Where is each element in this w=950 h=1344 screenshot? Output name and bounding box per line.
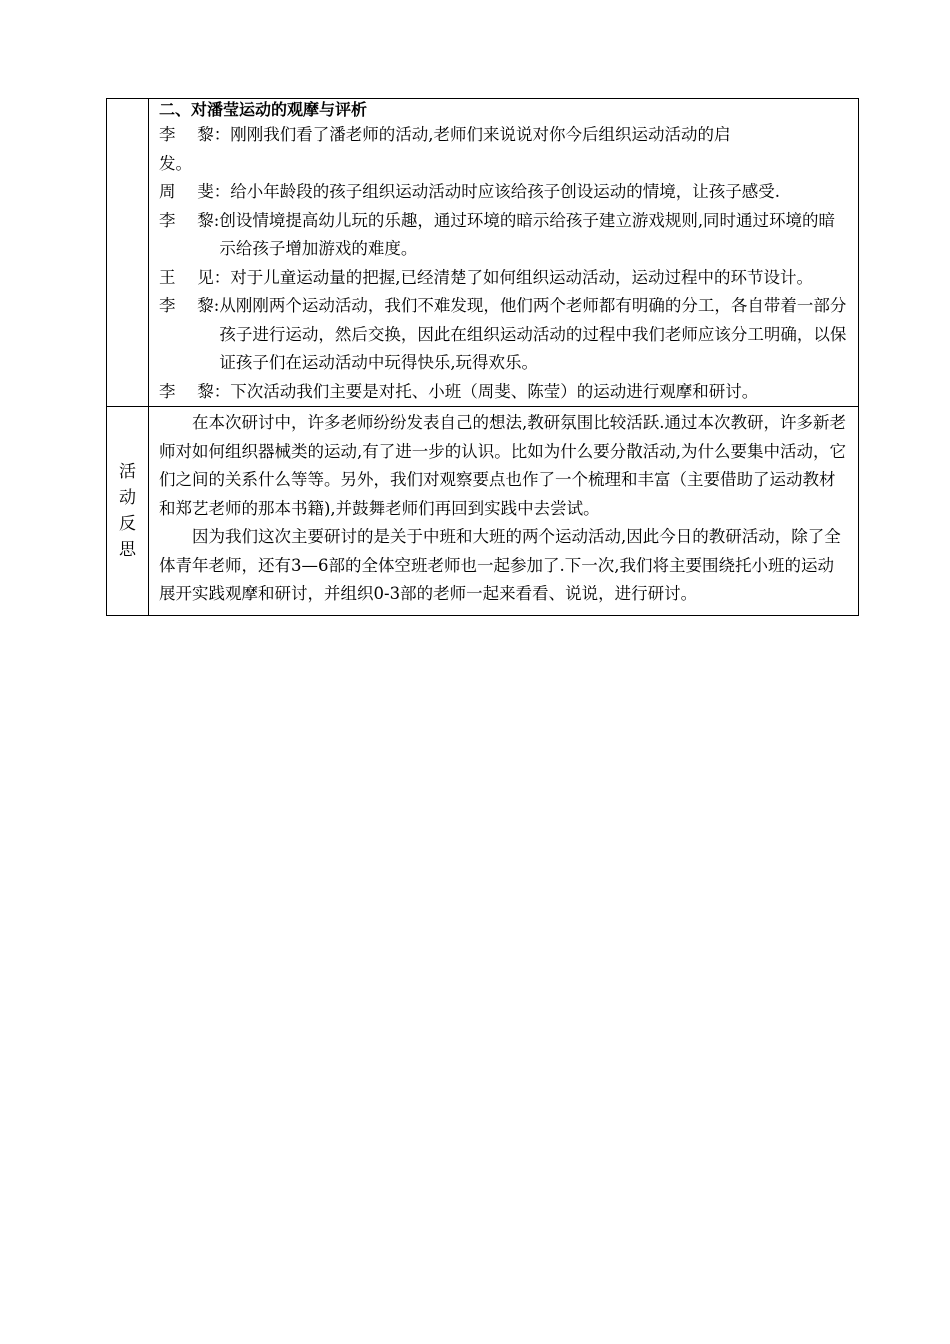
discussion-label-cell [107,99,149,407]
reflection-label-char: 思 [119,539,136,560]
reflection-label-char: 活 [119,461,136,482]
reflection-paragraph: 因为我们这次主要研讨的是关于中班和大班的两个运动活动,因此今日的教研活动，除了全体青年老师，还有3—6部的全体空班老师也一起参加了.下一次,我们将主要围绕托小班的运动展开实践观摩和研讨，并组织0-3部的老师一起来看看、说说，进行研讨。 [159,527,841,603]
speech-text: 给小年龄段的孩子组织运动活动时应该给孩子创设运动的情境，让孩子感受. [230,182,780,201]
discussion-body-cell [149,99,859,407]
speech-entry [159,178,850,207]
reflection-paragraph: 在本次研讨中，许多老师纷纷发表自己的想法,教研氛围比较活跃.通过本次教研，许多新老师对如何组织器械类的运动,有了进一步的认识。比如为什么要分散活动,为什么要集中活动，它们之间的关系什么等等。另外，我们对观察要点也作了一个梳理和丰富（主要借助了运动教材和郑艺老师的那本书籍),并鼓舞老师们再回到实践中去尝试。 [159,413,846,518]
discussion-row [107,99,859,407]
reflection-label-char: 动 [119,487,136,508]
speech-text: 对于儿童运动量的把握,已经清楚了如何组织运动活动，运动过程中的环节设计。 [230,267,813,287]
speech-text: 创设情境提高幼儿玩的乐趣，通过环境的暗示给孩子建立游戏规则,同时通过环境的暗示给孩子增加游戏的难度。 [219,210,836,258]
speech-line [159,121,850,150]
speech-entry [159,292,850,378]
reflection-label [107,407,149,616]
speech-text: 下次活动我们主要是对托、小班（周斐、陈莹）的运动进行观摩和研讨。 [230,381,759,401]
speech-entry [159,207,850,264]
speech-entry [159,121,850,178]
speaker-name: 李 黎： [159,125,231,144]
reflection-row [107,407,859,616]
speaker-name: 李 黎: [159,296,220,315]
section-title: 二、对潘莹运动的观摩与评析 [159,100,368,119]
speech-text: 刚刚我们看了潘老师的活动,老师们来说说对你今后组织运动活动的启 [230,125,731,144]
speaker-name: 李 黎: [159,210,220,230]
speaker-name: 李 黎： [159,381,231,401]
speaker-name: 王 见： [159,267,231,287]
speech-text: 从刚刚两个运动活动，我们不难发现，他们两个老师都有明确的分工，各自带着一部分孩子进行运动，然后交换，因此在组织运动活动的过程中我们老师应该分工明确，以保证孩子们在运动活动中玩得快乐,玩得欢乐。 [219,296,847,372]
speech-entry [159,378,850,407]
speaker-name: 周 斐： [159,182,231,201]
speech-entry [159,264,850,293]
reflection-body-cell [149,407,859,616]
reflection-label-char: 反 [119,513,136,534]
speech-continuation: 发。 [159,153,192,173]
record-table [106,98,859,616]
